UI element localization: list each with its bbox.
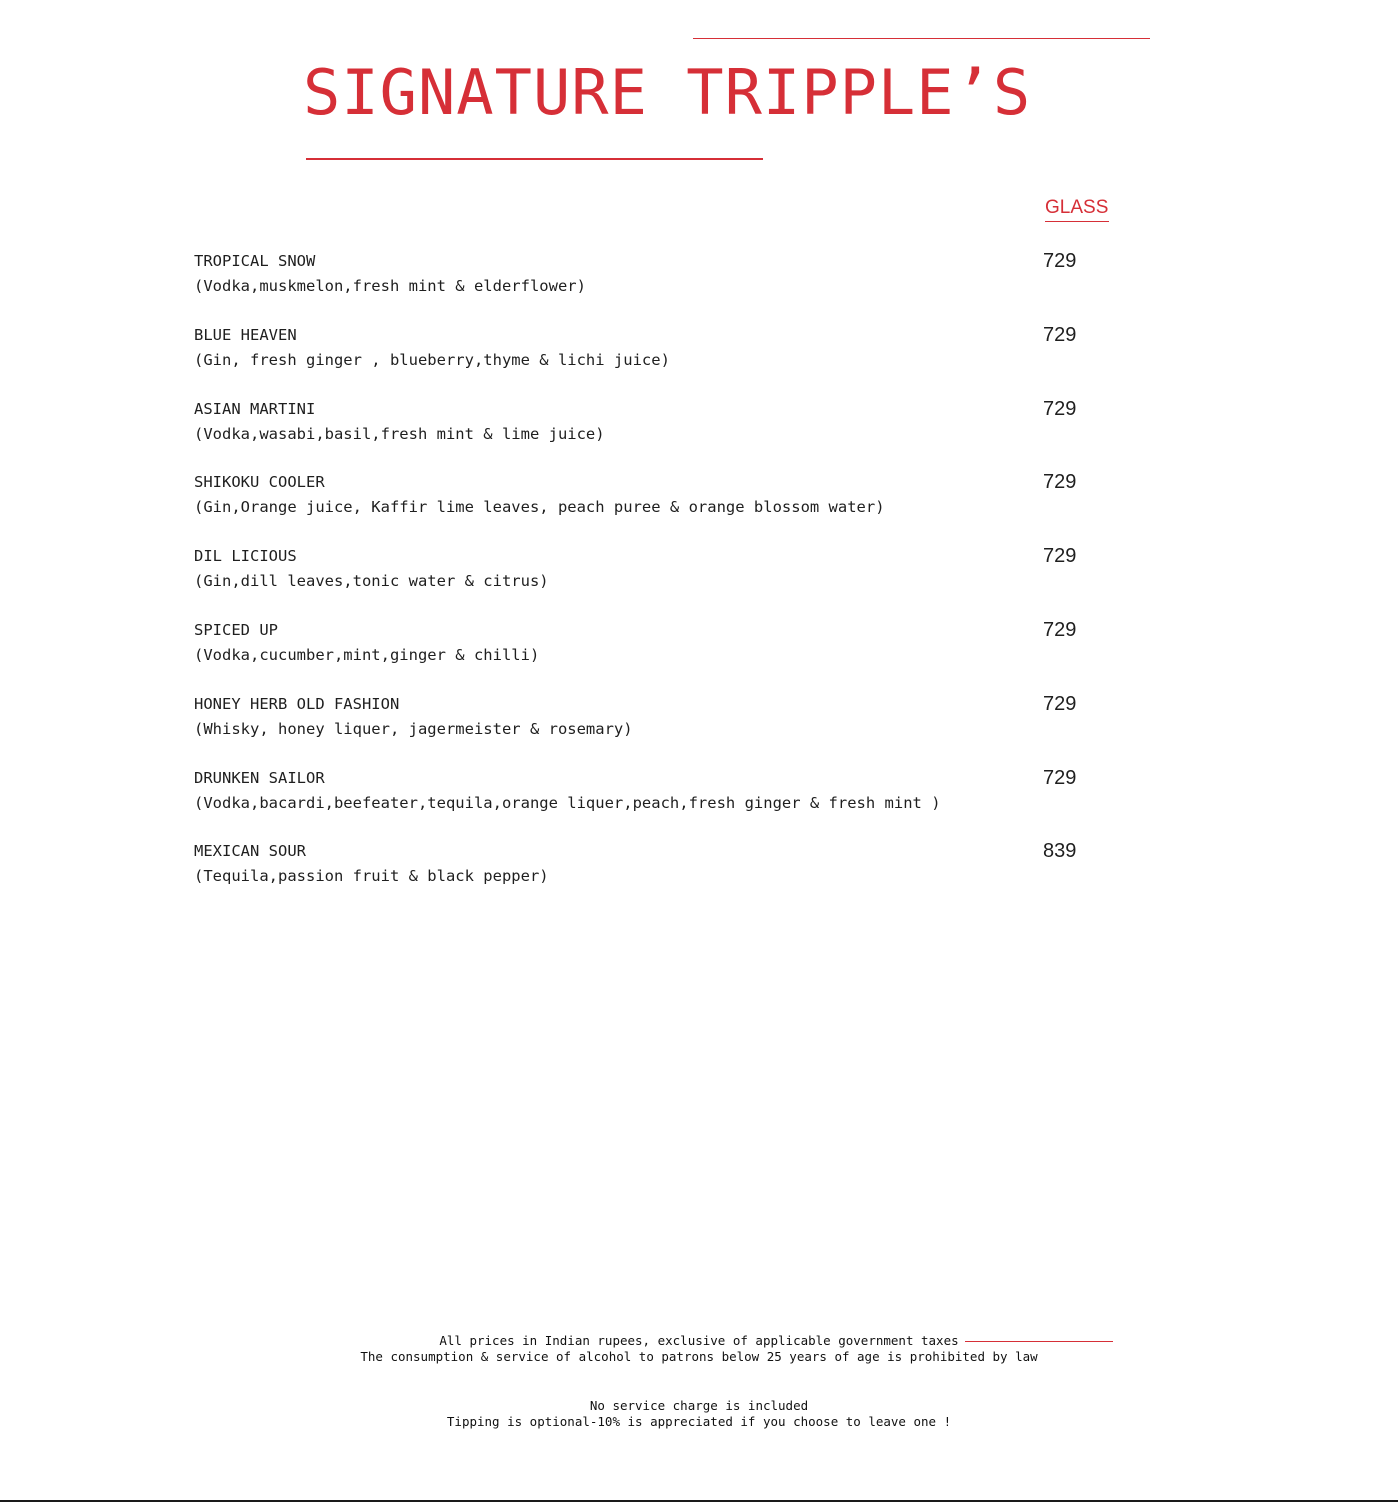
menu-item-description: (Gin,Orange juice, Kaffir lime leaves, peach puree & orange blossom water): [194, 498, 885, 517]
menu-item-description: (Gin,dill leaves,tonic water & citrus): [194, 572, 549, 591]
menu-item: [194, 693, 1194, 767]
menu-item: [194, 545, 1194, 619]
menu-item-price: 729: [1043, 323, 1077, 346]
menu-item-name: DIL LICIOUS: [194, 547, 297, 566]
page-title: SIGNATURE TRIPPLE’S: [303, 56, 1032, 129]
menu-item: [194, 767, 1194, 841]
tipping-note: Tipping is optional-10% is appreciated if you choose to leave one !: [446, 1414, 952, 1429]
menu-item-price: 729: [1043, 766, 1077, 789]
menu-item-price: 729: [1043, 397, 1077, 420]
menu-item-description: (Vodka,cucumber,mint,ginger & chilli): [194, 645, 540, 664]
menu-item: [194, 619, 1194, 693]
menu-item-name: DRUNKEN SAILOR: [194, 768, 325, 787]
menu-item-description: (Whisky, honey liquer, jagermeister & rosemary): [194, 719, 633, 738]
legal-footer: [0, 1333, 1398, 1365]
law-note: The consumption & service of alcohol to patrons below 25 years of age is prohibited by law: [360, 1349, 1038, 1364]
menu-item-name: HONEY HERB OLD FASHION: [194, 694, 400, 713]
menu-item-description: (Vodka,bacardi,beefeater,tequila,orange liquer,peach,fresh ginger & fresh mint ): [194, 793, 941, 812]
menu-item: [194, 324, 1194, 398]
menu-item-price: 729: [1043, 471, 1077, 494]
menu-item-name: SPICED UP: [194, 620, 278, 639]
menu-item-name: ASIAN MARTINI: [194, 399, 316, 418]
top-decorative-rule: [693, 38, 1150, 39]
menu-item-price: 729: [1043, 618, 1077, 641]
menu-item-price: 729: [1043, 545, 1077, 568]
menu-item-description: (Tequila,passion fruit & black pepper): [194, 867, 549, 886]
menu-item-name: SHIKOKU COOLER: [194, 473, 325, 492]
title-underline-rule: [306, 158, 763, 160]
menu-items-list: [194, 250, 1194, 914]
service-charge-note: No service charge is included: [589, 1398, 809, 1413]
menu-item-name: MEXICAN SOUR: [194, 842, 306, 861]
menu-item-name: TROPICAL SNOW: [194, 252, 316, 270]
menu-item: [194, 840, 1194, 914]
footer-decorative-rule: [965, 1341, 1113, 1342]
menu-item-description: (Vodka,muskmelon,fresh mint & elderflower): [194, 277, 586, 295]
menu-item-price: 839: [1043, 840, 1077, 863]
menu-item-price: 729: [1043, 250, 1077, 272]
menu-item-description: (Vodka,wasabi,basil,fresh mint & lime juice): [194, 424, 605, 443]
menu-item: [194, 398, 1194, 472]
prices-note-line: [0, 1333, 1398, 1349]
menu-item-price: 729: [1043, 692, 1077, 715]
menu-item-name: BLUE HEAVEN: [194, 325, 297, 344]
glass-column-header: GLASS: [1045, 197, 1109, 222]
tipping-footer: [0, 1398, 1398, 1430]
menu-item: [194, 471, 1194, 545]
prices-note: All prices in Indian rupees, exclusive of applicable government taxes: [439, 1333, 959, 1348]
menu-item-description: (Gin, fresh ginger , blueberry,thyme & lichi juice): [194, 350, 670, 369]
menu-item: [194, 250, 1194, 324]
